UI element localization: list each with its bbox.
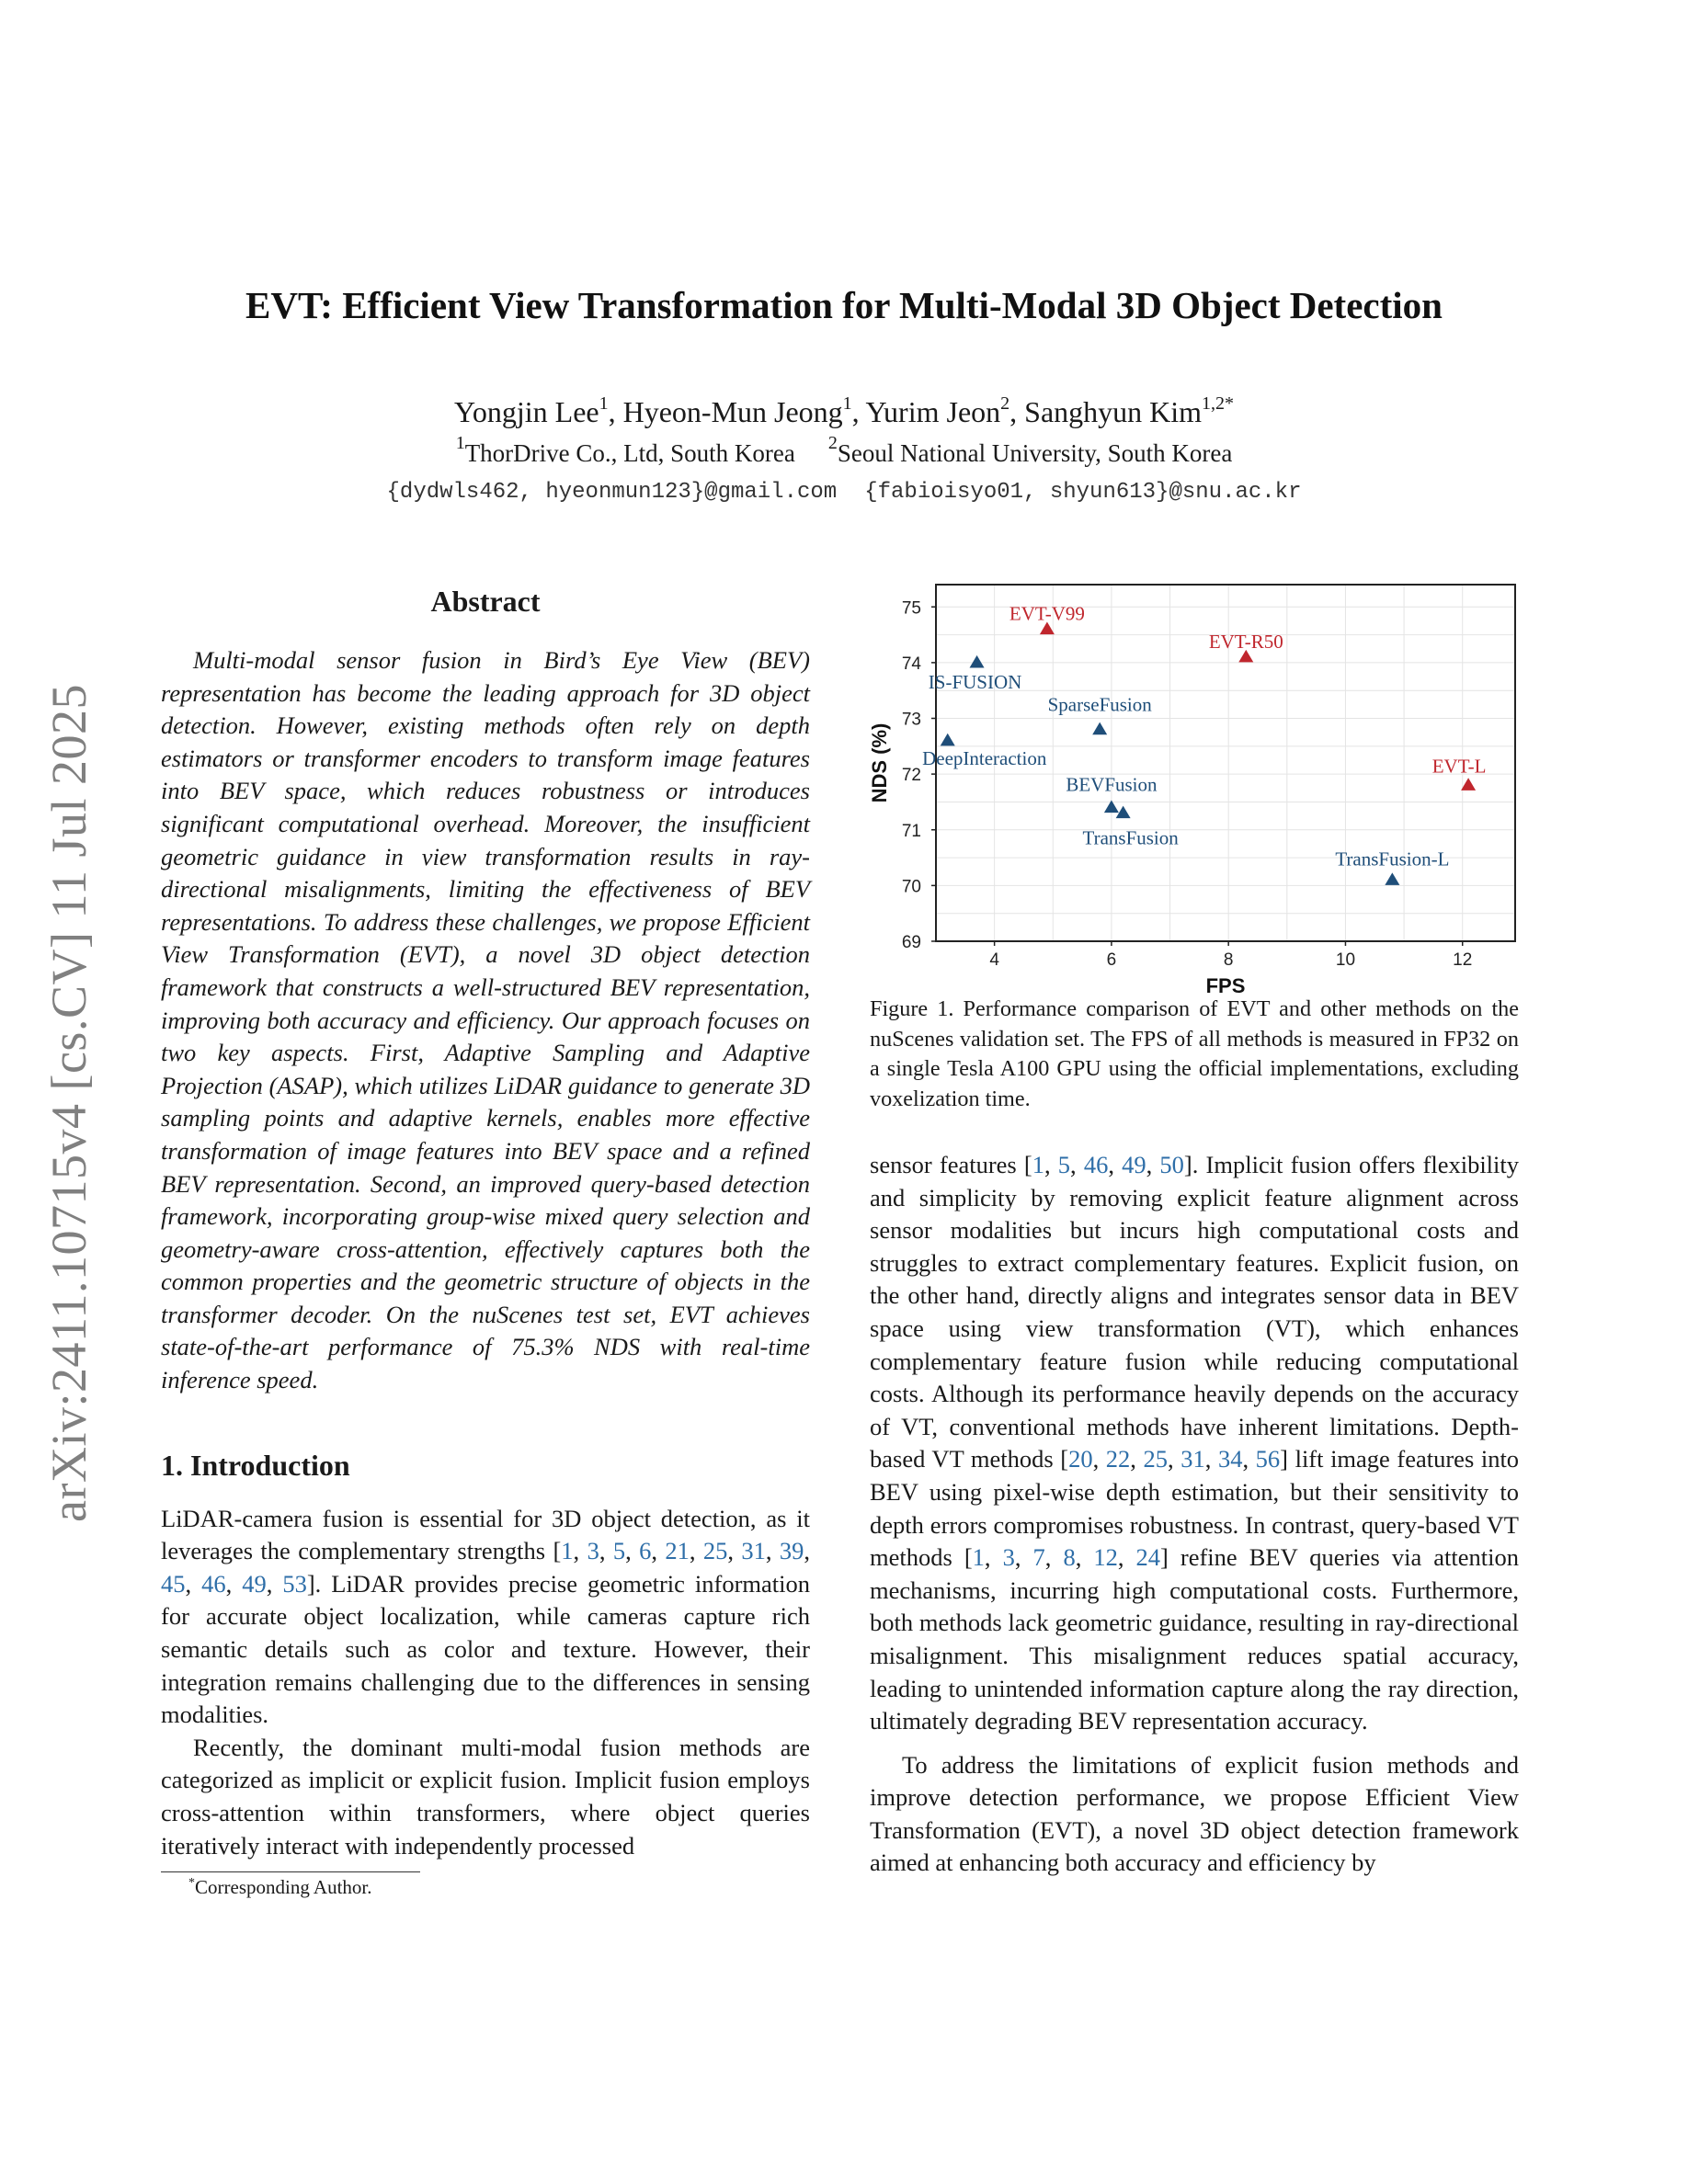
citation-link[interactable]: 50 — [1159, 1151, 1184, 1178]
citation-link[interactable]: 46 — [201, 1569, 226, 1598]
citation-link[interactable]: 31 — [1180, 1445, 1205, 1473]
y-tick-label: 70 — [901, 877, 921, 897]
data-point — [1092, 722, 1107, 735]
citation-link[interactable]: 46 — [1083, 1151, 1109, 1178]
citation-link[interactable]: 7 — [1032, 1543, 1045, 1572]
citation-link[interactable]: 6 — [639, 1537, 652, 1565]
right-column — [870, 579, 1519, 1880]
point-label: SparseFusion — [1047, 693, 1152, 716]
citation-link[interactable]: 8 — [1063, 1543, 1076, 1572]
y-tick-label: 69 — [901, 933, 921, 952]
point-label: EVT-L — [1431, 755, 1487, 778]
citation-link[interactable]: 25 — [1143, 1445, 1169, 1473]
footnote-divider — [161, 1871, 420, 1872]
point-label: EVT-V99 — [1009, 602, 1085, 625]
point-label: EVT-R50 — [1208, 630, 1283, 653]
citation-link[interactable]: 1 — [561, 1537, 574, 1565]
x-tick-label: 8 — [1223, 950, 1234, 970]
y-tick-label: 72 — [901, 766, 921, 786]
citation-link[interactable]: 1 — [1032, 1151, 1044, 1178]
author-affil-mark: 1,2* — [1202, 393, 1235, 414]
author-name: Sanghyun Kim — [1024, 395, 1203, 428]
data-point — [970, 655, 985, 668]
citation-link[interactable]: 53 — [282, 1569, 307, 1598]
footnote: *Corresponding Author. — [188, 1876, 372, 1899]
affiliation: ThorDrive Co., Ltd, South Korea — [464, 439, 795, 467]
abstract-text: Multi-modal sensor fusion in Bird’s Eye View (BEV) representation has become the leading approach for 3D object detection. However, existing methods often rely on depth estimators or transformer encoders to transform image features into BEV space, which reduces robustness or introduces significant computational overhead. Moreover, the insufficient geometric guidance in view transformation results in ray-directional misalignments, limiting the effectiveness of BEV representations. To address these challenges, we propose Efficient View Transformation (EVT), a novel 3D object detection framework that constructs a well-structured BEV representation, improving both accuracy and efficiency. Our approach focuses on two key aspects. First, Adaptive Sampling and Adaptive Projection (ASAP), which utilizes LiDAR guidance to generate 3D sampling points and adaptive kernels, enables more effective transformation of image features into BEV space and a refined BEV representation. Second, an improved query-based detection framework, incorporating group-wise mixed query selection and geometry-aware cross-attention, effectively captures both the common properties and the geometric structure of objects in the transformer decoder. On the nuScenes test set, EVT achieves state-of-the-art performance of 75.3% NDS with real-time inference speed. — [161, 646, 810, 1394]
citation-link[interactable]: 49 — [1122, 1151, 1146, 1178]
citation-link[interactable]: 5 — [612, 1537, 626, 1565]
abstract-heading: Abstract — [430, 585, 541, 618]
citation-link[interactable]: 56 — [1255, 1445, 1281, 1473]
author-emails — [0, 480, 1688, 505]
affil-mark: 2 — [827, 433, 838, 453]
figure-1 — [868, 579, 1519, 997]
x-tick-label: 12 — [1453, 950, 1473, 970]
author-name: Yongjin Lee — [453, 395, 599, 428]
citation-link[interactable]: 31 — [741, 1537, 766, 1565]
body-paragraph: sensor features [1, 5, 46, 49, 50]. Implicit fusion offers flexibility and simplicity by removing explicit feature alignment across sensor modalities but incurs high computational costs and struggles to extract complementary features. Explicit fusion, on the other hand, directly aligns and integrates sensor data in BEV space using view transformation (VT), which enhances complementary feature fusion while reducing computational costs. Although its performance heavily depends on the accuracy of VT, conventional methods have inherent limitations. Depth-based VT methods [20, 22, 25, 31, 34, 56] lift image features into BEV using pixel-wise depth estimation, but their sensitivity to depth errors compromises robustness. In contrast, query-based VT methods [1, 3, 7, 8, 12, 24] refine BEV queries via attention mechanisms, incurring high computational costs. Furthermore, both methods lack geometric guidance, resulting in ray-directional misalignment. This misalignment reduces spatial accuracy, leading to unintended information capture along the ray direction, ultimately degrading BEV representation accuracy. — [870, 1151, 1520, 1735]
citation-link[interactable]: 5 — [1057, 1151, 1071, 1178]
citation-link[interactable]: 1 — [972, 1543, 985, 1572]
citation-link[interactable]: 21 — [665, 1537, 690, 1565]
y-tick-label: 71 — [901, 821, 921, 841]
affiliation: Seoul National University, South Korea — [837, 439, 1233, 467]
x-axis-label: FPS — [1205, 974, 1246, 997]
citation-link[interactable]: 20 — [1068, 1445, 1093, 1473]
citation-link[interactable]: 34 — [1217, 1445, 1243, 1473]
affiliations — [0, 433, 1688, 468]
paper-title: EVT: Efficient View Transformation for Multi-Modal 3D Object Detection — [245, 284, 1443, 326]
point-label: TransFusion — [1082, 826, 1179, 849]
affil-mark: 1 — [455, 433, 465, 453]
citation-link[interactable]: 22 — [1105, 1445, 1131, 1473]
citation-link[interactable]: 24 — [1135, 1543, 1161, 1572]
data-point — [941, 734, 955, 746]
x-tick-label: 4 — [989, 950, 999, 970]
y-tick-label: 75 — [901, 598, 921, 619]
point-label: IS-FUSION — [928, 670, 1022, 693]
author-name: Yurim Jeon — [865, 395, 1001, 428]
x-tick-label: 6 — [1106, 950, 1117, 970]
data-point — [1461, 778, 1476, 791]
body-paragraph: To address the limitations of explicit fusion methods and improve detection performance, we propose Efficient View Transformation (EVT), a novel 3D object detection framework aimed at enhancing both accuracy and efficiency by — [870, 1750, 1519, 1877]
scatter-chart — [868, 579, 1519, 997]
citation-link[interactable]: 3 — [1002, 1543, 1015, 1572]
section-heading: 1. Introduction — [161, 1448, 350, 1482]
author-affil-mark: 2 — [1000, 393, 1010, 414]
email-group: {dydwls462, hyeonmun123}@gmail.com — [386, 480, 838, 505]
citation-link[interactable]: 39 — [779, 1537, 804, 1565]
data-point — [1385, 872, 1399, 885]
y-axis-label: NDS (%) — [868, 722, 891, 803]
point-label: TransFusion-L — [1335, 847, 1450, 870]
citation-link[interactable]: 3 — [587, 1537, 599, 1565]
intro-paragraph: LiDAR-camera fusion is essential for 3D object detection, as it leverages the complementary strengths [1, 3, 5, 6, 21, 25, 31, 39, 45, 46, 49, 53]. LiDAR provides precise geometric information for accurate object localization, while cameras capture rich semantic details such as color and texture. However, their integration remains challenging due to the differences in sensing modalities. — [161, 1504, 811, 1729]
citation-link[interactable]: 25 — [702, 1537, 728, 1565]
author-name: Hyeon-Mun Jeong — [622, 395, 843, 428]
intro-paragraph: Recently, the dominant multi-modal fusion methods are categorized as implicit or explicit fusion. Implicit fusion employs cross-attention within transformers, where object queries iteratively interact with independently processed — [161, 1733, 810, 1860]
footnote-text: Corresponding Author. — [195, 1876, 372, 1899]
author-affil-mark: 1 — [842, 393, 852, 414]
author-affil-mark: 1 — [599, 393, 609, 414]
left-column — [161, 579, 810, 1899]
email-group: {fabioisyo01, shyun613}@snu.ac.kr — [864, 480, 1302, 505]
author-list: Yongjin Lee$^1$, Hyeon-Mun Jeong$^1$, Yurim Jeon$^2$, Sanghyun Kim$^{1,2*}$ — [453, 393, 1235, 428]
x-tick-label: 10 — [1335, 950, 1356, 970]
citation-link[interactable]: 49 — [242, 1569, 267, 1598]
point-label: DeepInteraction — [922, 746, 1047, 769]
y-tick-label: 73 — [901, 710, 921, 730]
arxiv-identifier: arXiv:2411.10715v4 [cs.CV] 11 Jul 2025 — [41, 684, 97, 1522]
citation-link[interactable]: 45 — [161, 1569, 186, 1598]
citation-link[interactable]: 12 — [1093, 1543, 1118, 1572]
y-tick-label: 74 — [901, 654, 921, 674]
point-label: BEVFusion — [1066, 773, 1158, 796]
figure-caption: Figure 1. Performance comparison of EVT and other methods on the nuScenes validation set. The FPS of all methods is measured in FP32 on a single Tesla A100 GPU using the official implementations, excluding voxelization time. — [870, 996, 1519, 1111]
